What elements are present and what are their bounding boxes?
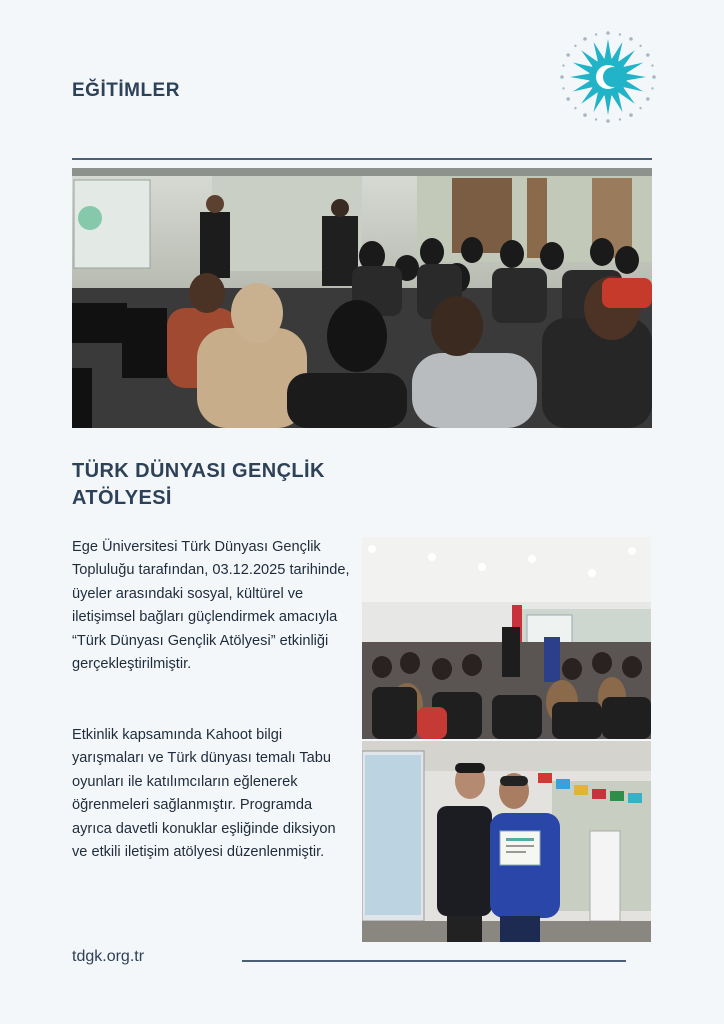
footer-website: tdgk.org.tr [72, 948, 145, 965]
article-title: TÜRK DÜNYASI GENÇLİK ATÖLYESİ [72, 460, 325, 509]
article-paragraph-1: Ege Üniversitesi Türk Dünyası Gençlik Topluluğu tarafından, 03.12.2025 tarihinde, üyeler arasındaki sosyal, kültürel ve iletişimsel bağları güçlendirmek amacıyla “Türk Dünyası Gençlik Atölyesi” etkinliği gerçekleştirilmiştir. [72, 539, 350, 673]
section-title: EĞİTİMLER [72, 80, 180, 101]
bottom-divider [242, 960, 626, 962]
top-divider [72, 158, 652, 160]
event-photo-room [362, 537, 651, 739]
event-photo-certificate [362, 741, 651, 942]
crescent-sun-emblem-icon [553, 28, 663, 126]
article-paragraph-2: Etkinlik kapsamında Kahoot bilgi yarışmaları ve Türk dünyası temalı Tabu oyunları ile katılımcıların eğlenerek öğrenmeleri sağlanmıştır. Programda ayrıca davetli konuklar eşliğinde diksiyon ve etkili iletişim atölyesi düzenlenmiştir. [72, 727, 336, 861]
event-photo-audience [72, 168, 652, 428]
